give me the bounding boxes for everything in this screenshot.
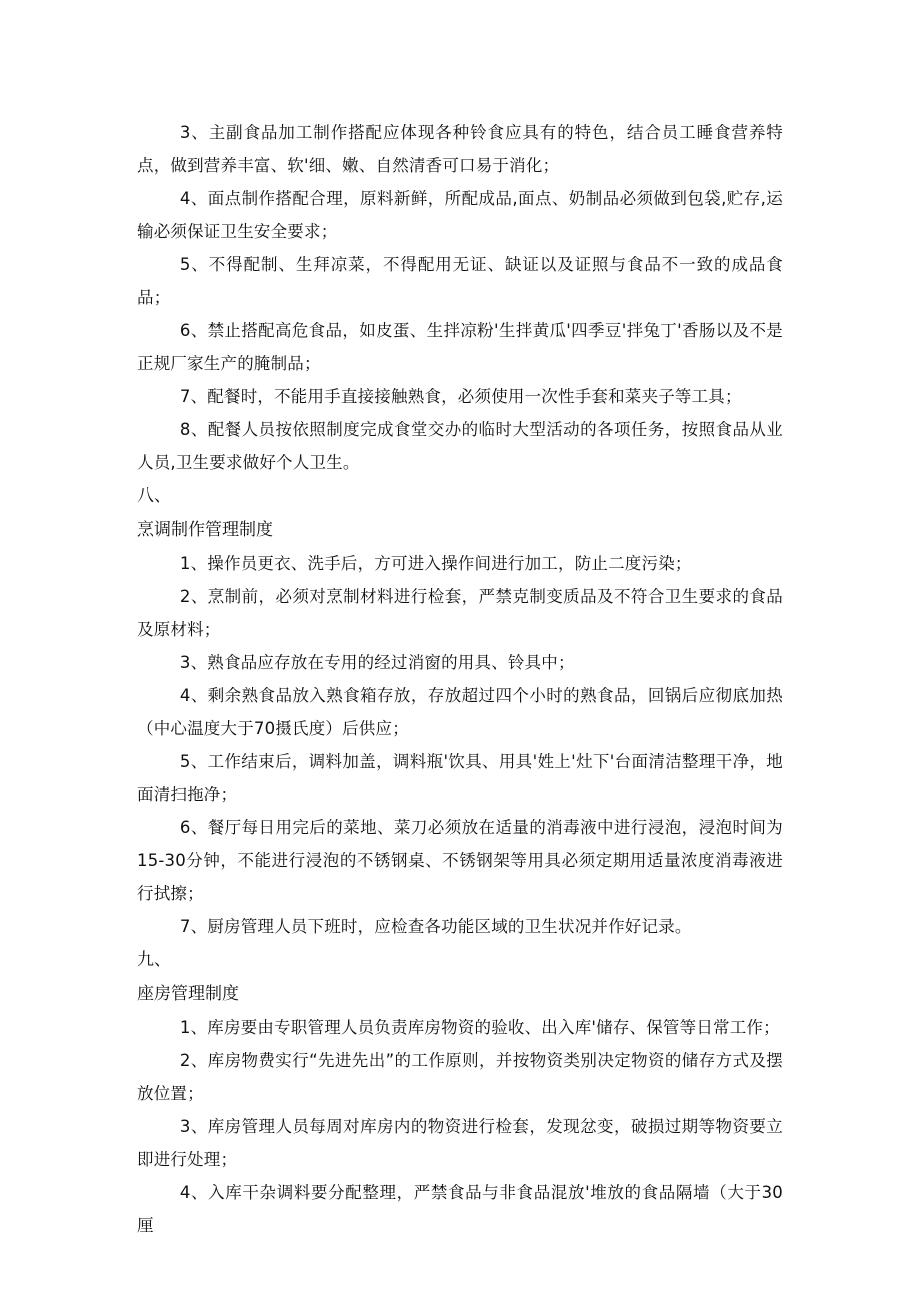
section7-item-8: 8、配餐人员按依照制度完成食堂交办的临时大型活动的各项任务，按照食品从业人员,卫生要求做好个人卫生。 [137, 420, 783, 472]
section9-item-4: 4、入库干杂调料要分配整理，严禁食品与非食品混放'堆放的食品隔墙（大于30厘 [137, 1183, 783, 1235]
section7-item-7: 7、配餐时，不能用手直接接触熟食，必须使用一次性手套和菜夹子等工具； [179, 387, 742, 406]
section7-item-4: 4、面点制作搭配合理，原料新鲜，所配成品,面点、奶制品必须做到包袋,贮存,运输必须保证卫生安全要求； [137, 189, 783, 241]
section8-item-7: 7、厨房管理人员下班时，应检查各功能区域的卫生状况并作好记录。 [179, 917, 692, 936]
text-block [137, 116, 783, 1242]
section9-item-1: 1、库房要由专职管理人员负责库房物资的验收、出入库'储存、保管等日常工作； [179, 1018, 780, 1037]
section7-item-6: 6、禁止搭配高危食品，如皮蛋、生拌凉粉'生拌黄瓜'四季豆'拌兔丁'香肠以及不是正规厂家生产的腌制品； [137, 321, 783, 373]
section9-item-2: 2、库房物费实行“先进先出”的工作原则，并按物资类别决定物资的储存方式及摆放位置； [137, 1051, 783, 1103]
section8-item-5: 5、工作结束后，调料加盖，调料瓶'饮具、用具'姓上'灶下'台面清洁整理干净，地面清扫拖净； [137, 752, 783, 804]
section9-number: 九、 [137, 950, 171, 970]
section8-item-4: 4、剩余熟食品放入熟食箱存放，存放超过四个小时的熟食品，回锅后应彻底加热（中心温度大于70摄氏度）后供应； [137, 686, 783, 738]
section8-number: 八、 [137, 486, 171, 506]
section9-title: 座房管理制度 [137, 984, 239, 1004]
section8-title: 烹调制作管理制度 [137, 520, 273, 540]
section8-item-1: 1、操作员更衣、洗手后，方可进入操作间进行加工，防止二度污染； [179, 554, 692, 573]
section8-item-2: 2、烹制前，必须对烹制材料进行检套，严禁克制变质品及不符合卫生要求的食品及原材料； [137, 587, 783, 639]
section7-item-3: 3、主副食品加工制作搭配应体现各种铃食应具有的特色，结合员工睡食营养特点，做到营养丰富、软'细、嫩、自然清香可口易于消化； [137, 123, 783, 175]
section9-item-3: 3、库房管理人员每周对库房内的物资进行检套，发现忿变，破损过期等物资要立即进行处理； [137, 1117, 783, 1169]
section8-item-3: 3、熟食品应存放在专用的经过消窗的用具、铃具中； [179, 653, 575, 672]
section8-item-6: 6、餐厅每日用完后的菜地、菜刀必须放在适量的消毒液中进行浸泡，浸泡时间为15-30分钟，不能进行浸泡的不锈钢桌、不锈钢架等用具必须定期用适量浓度消毒液进行拭擦； [137, 818, 783, 903]
section7-item-5: 5、不得配制、生拜凉菜，不得配用无证、缺证以及证照与食品不一致的成品食品； [137, 255, 783, 307]
